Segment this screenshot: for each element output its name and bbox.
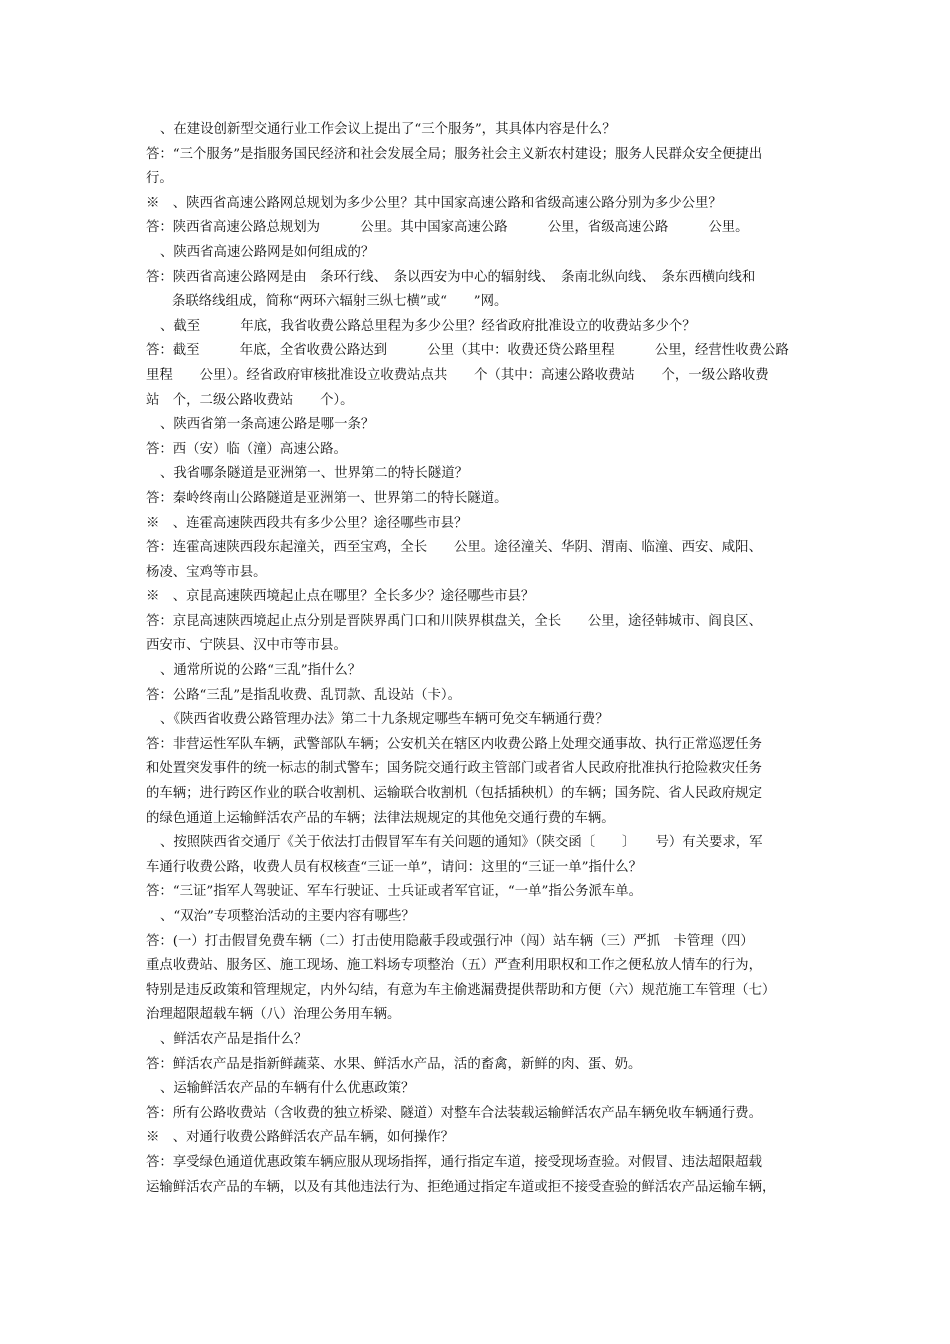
- text-line: 、陕西省高速公路网是如何组成的？: [160, 244, 375, 260]
- text-line: 里程 公里）。经省政府审核批准设立收费站点共 个（其中：高速公路收费站 个，一级公路收费: [146, 367, 769, 383]
- text-line: ※ 、陕西省高速公路网总规划为多少公里？其中国家高速公路和省级高速公路分别为多少公里？: [146, 195, 722, 211]
- text-line: 、在建设创新型交通行业工作会议上提出了“三个服务”，其具体内容是什么？: [160, 122, 616, 137]
- text-line: 答：享受绿色通道优惠政策车辆应服从现场指挥，通行指定车道，接受现场查验。对假冒、违法超限超载: [146, 1154, 762, 1170]
- text-line: 答：截至 年底，全省收费公路达到 公里（其中：收费还贷公路里程 公里，经营性收费公路: [146, 343, 789, 359]
- text-line: 条联络线组成，简称“两环六辐射三纵七横”或“ ”网。: [172, 294, 508, 310]
- document-body: [146, 118, 808, 1200]
- text-line: ※ 、京昆高速陕西境起止点在哪里？全长多少？途径哪些市县？: [146, 589, 535, 605]
- text-line: 、鲜活农产品是指什么？: [160, 1031, 308, 1047]
- text-line: 、“双治”专项整治活动的主要内容有哪些？: [160, 909, 415, 924]
- text-line: 答：鲜活农产品是指新鲜蔬菜、水果、鲜活水产品，活的畜禽，新鲜的肉、蛋、奶。: [146, 1056, 642, 1072]
- text-line: 答：京昆高速陕西境起止点分别是晋陕界禹门口和川陕界棋盘关，全长 公里，途径韩城市、阎良区、: [146, 613, 762, 629]
- text-line: 答：陕西省高速公路网是由 条环行线、 条以西安为中心的辐射线、 条南北纵向线、 条东西横向线和: [146, 269, 756, 285]
- text-line: 车通行收费公路，收费人员有权核查“三证一单”，请问：这里的“三证一单”指什么？: [146, 859, 643, 875]
- text-line: 答：“三证”指军人驾驶证、军车行驶证、士兵证或者军官证，“一单”指公务派车单。: [146, 884, 643, 900]
- text-line: 答：陕西省高速公路总规划为 公里。其中国家高速公路 公里，省级高速公路 公里。: [146, 220, 749, 236]
- text-line: 、截至 年底，我省收费公路总里程为多少公里？经省政府批准设立的收费站多少个？: [160, 318, 696, 334]
- text-line: 答：连霍高速陕西段东起潼关，西至宝鸡，全长 公里。途径潼关、华阴、渭南、临潼、西安、咸阳、: [146, 540, 762, 556]
- text-line: 、运输鲜活农产品的车辆有什么优惠政策？: [160, 1081, 415, 1097]
- text-line: 特别是违反政策和管理规定，内外勾结，有意为车主偷逃漏费提供帮助和方便（六）规范施工车管理（七）: [146, 982, 776, 998]
- text-line: 、按照陕西省交通厅《关于依法打击假冒军车有关问题的通知》（陕交函〔 〕 号）有关要求，军: [160, 835, 763, 851]
- text-line: 治理超限超载车辆（八）治理公务用车辆。: [146, 1007, 401, 1023]
- text-line: 西安市、宁陕县、汉中市等市县。: [146, 638, 347, 654]
- text-line: 行。: [146, 171, 173, 187]
- text-line: ※ 、对通行收费公路鲜活农产品车辆，如何操作？: [146, 1130, 454, 1146]
- text-line: 、陕西省第一条高速公路是哪一条？: [160, 417, 375, 433]
- text-line: 、通常所说的公路“三乱”指什么？: [160, 663, 362, 679]
- text-line: 和处置突发事件的统一标志的制式警车；国务院交通行政主管部门或者省人民政府批准执行抢险救灾任务: [146, 761, 762, 777]
- text-line: 运输鲜活农产品的车辆，以及有其他违法行为、拒绝通过指定车道或拒不接受查验的鲜活农产品运输车辆，: [146, 1179, 776, 1195]
- text-line: 答：“三个服务”是指服务国民经济和社会发展全局；服务社会主义新农村建设；服务人民群众安全便捷出: [146, 146, 763, 162]
- text-line: 的绿色通道上运输鲜活农产品的车辆；法律法规规定的其他免交通行费的车辆。: [146, 810, 615, 826]
- text-line: 答：(一）打击假冒免费车辆（二）打击使用隐蔽手段或强行冲（闯）站车辆（三）严抓 卡管理（四）: [146, 933, 754, 949]
- text-line: 的车辆；进行跨区作业的联合收割机、运输联合收割机（包括插秧机）的车辆；国务院、省人民政府规定: [146, 786, 762, 802]
- text-line: 、《陕西省收费公路管理办法》第二十九条规定哪些车辆可免交车辆通行费？: [160, 712, 609, 728]
- text-line: 站 个，二级公路收费站 个）。: [146, 392, 354, 408]
- text-line: 答：所有公路收费站（含收费的独立桥梁、隧道）对整车合法装载运输鲜活农产品车辆免收车辆通行费。: [146, 1105, 762, 1121]
- text-line: 、我省哪条隧道是亚洲第一、世界第二的特长隧道？: [160, 466, 468, 482]
- text-line: 杨凌、宝鸡等市县。: [146, 564, 267, 580]
- text-line: 重点收费站、服务区、施工现场、施工料场专项整治（五）严查利用职权和工作之便私放人情车的行为，: [146, 958, 762, 974]
- text-line: 答：秦岭终南山公路隧道是亚洲第一、世界第二的特长隧道。: [146, 490, 508, 506]
- text-line: ※ 、连霍高速陕西段共有多少公里？途径哪些市县？: [146, 515, 468, 531]
- text-line: 答：非营运性军队车辆，武警部队车辆；公安机关在辖区内收费公路上处理交通事故、执行正常巡逻任务: [146, 736, 762, 752]
- text-line: 答：公路“三乱”是指乱收费、乱罚款、乱设站（卡）。: [146, 687, 461, 703]
- text-line: 答：西（安）临（潼）高速公路。: [146, 441, 347, 457]
